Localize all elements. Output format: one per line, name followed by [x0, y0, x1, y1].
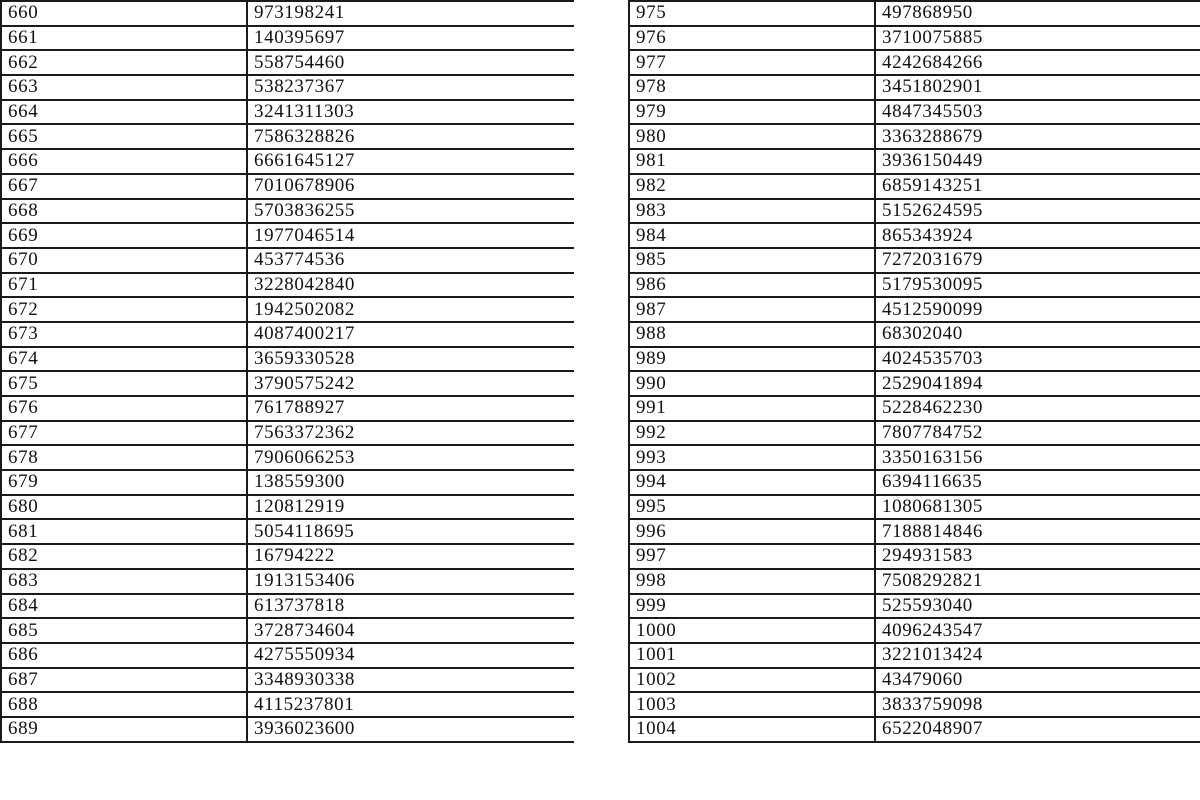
- row-index-cell: 664: [1, 100, 247, 125]
- table-row: [629, 248, 1200, 273]
- row-index-cell: 660: [1, 1, 247, 26]
- row-index-cell: 1004: [629, 717, 875, 742]
- table-row: [1, 248, 575, 273]
- row-value-cell: 973198241: [247, 1, 575, 26]
- table-row: [629, 75, 1200, 100]
- row-index-cell: 979: [629, 100, 875, 125]
- row-index-cell: 975: [629, 1, 875, 26]
- table-row: [1, 668, 575, 693]
- row-value-cell: 3350163156: [875, 445, 1200, 470]
- table-row: [1, 26, 575, 51]
- row-value-cell: 453774536: [247, 248, 575, 273]
- row-value-cell: 16794222: [247, 544, 575, 569]
- table-row: [629, 594, 1200, 619]
- row-index-cell: 686: [1, 643, 247, 668]
- row-index-cell: 678: [1, 445, 247, 470]
- table-row: [629, 1, 1200, 26]
- row-index-cell: 988: [629, 322, 875, 347]
- table-row: [1, 569, 575, 594]
- row-value-cell: 4087400217: [247, 322, 575, 347]
- row-value-cell: 6661645127: [247, 149, 575, 174]
- row-value-cell: 7807784752: [875, 421, 1200, 446]
- row-value-cell: 7563372362: [247, 421, 575, 446]
- row-index-cell: 687: [1, 668, 247, 693]
- row-value-cell: 6522048907: [875, 717, 1200, 742]
- row-value-cell: 68302040: [875, 322, 1200, 347]
- table-row: [629, 396, 1200, 421]
- row-index-cell: 987: [629, 297, 875, 322]
- row-index-cell: 672: [1, 297, 247, 322]
- row-value-cell: 865343924: [875, 223, 1200, 248]
- row-value-cell: 3659330528: [247, 347, 575, 372]
- row-index-cell: 990: [629, 371, 875, 396]
- row-value-cell: 6859143251: [875, 174, 1200, 199]
- row-value-cell: 7508292821: [875, 569, 1200, 594]
- row-index-cell: 681: [1, 519, 247, 544]
- row-index-cell: 677: [1, 421, 247, 446]
- row-value-cell: 538237367: [247, 75, 575, 100]
- row-value-cell: 525593040: [875, 594, 1200, 619]
- table-row: [1, 100, 575, 125]
- table-row: [1, 643, 575, 668]
- table-row: [629, 569, 1200, 594]
- row-index-cell: 680: [1, 495, 247, 520]
- right-table-body: [629, 1, 1200, 742]
- table-row: [1, 371, 575, 396]
- row-index-cell: 981: [629, 149, 875, 174]
- table-row: [1, 223, 575, 248]
- table-row: [1, 495, 575, 520]
- row-index-cell: 1001: [629, 643, 875, 668]
- row-index-cell: 675: [1, 371, 247, 396]
- row-value-cell: 7906066253: [247, 445, 575, 470]
- row-index-cell: 983: [629, 199, 875, 224]
- row-value-cell: 3710075885: [875, 26, 1200, 51]
- table-row: [629, 717, 1200, 742]
- table-row: [1, 544, 575, 569]
- table-row: [1, 421, 575, 446]
- row-index-cell: 666: [1, 149, 247, 174]
- row-value-cell: 4847345503: [875, 100, 1200, 125]
- table-row: [1, 470, 575, 495]
- table-row: [1, 75, 575, 100]
- row-value-cell: 1080681305: [875, 495, 1200, 520]
- table-row: [629, 223, 1200, 248]
- row-index-cell: 671: [1, 273, 247, 298]
- table-row: [1, 396, 575, 421]
- row-index-cell: 679: [1, 470, 247, 495]
- row-index-cell: 976: [629, 26, 875, 51]
- row-value-cell: 4275550934: [247, 643, 575, 668]
- table-row: [1, 618, 575, 643]
- row-index-cell: 661: [1, 26, 247, 51]
- table-row: [1, 50, 575, 75]
- row-value-cell: 558754460: [247, 50, 575, 75]
- row-value-cell: 3936023600: [247, 717, 575, 742]
- table-row: [629, 100, 1200, 125]
- row-value-cell: 1913153406: [247, 569, 575, 594]
- row-value-cell: 5703836255: [247, 199, 575, 224]
- table-row: [1, 445, 575, 470]
- table-row: [629, 347, 1200, 372]
- table-row: [629, 643, 1200, 668]
- row-value-cell: 7010678906: [247, 174, 575, 199]
- row-value-cell: 5179530095: [875, 273, 1200, 298]
- table-row: [1, 322, 575, 347]
- row-value-cell: 761788927: [247, 396, 575, 421]
- row-index-cell: 992: [629, 421, 875, 446]
- row-index-cell: 682: [1, 544, 247, 569]
- row-value-cell: 4512590099: [875, 297, 1200, 322]
- row-index-cell: 984: [629, 223, 875, 248]
- row-index-cell: 989: [629, 347, 875, 372]
- table-row: [629, 544, 1200, 569]
- row-value-cell: 3790575242: [247, 371, 575, 396]
- row-value-cell: 3451802901: [875, 75, 1200, 100]
- table-row: [1, 124, 575, 149]
- table-row: [1, 347, 575, 372]
- table-row: [629, 668, 1200, 693]
- table-row: [629, 149, 1200, 174]
- row-index-cell: 993: [629, 445, 875, 470]
- row-index-cell: 688: [1, 692, 247, 717]
- table-row: [629, 445, 1200, 470]
- row-value-cell: 140395697: [247, 26, 575, 51]
- table-row: [1, 297, 575, 322]
- table-row: [1, 149, 575, 174]
- left-table-body: [1, 1, 575, 742]
- row-value-cell: 1942502082: [247, 297, 575, 322]
- table-row: [629, 50, 1200, 75]
- row-value-cell: 120812919: [247, 495, 575, 520]
- row-index-cell: 667: [1, 174, 247, 199]
- row-value-cell: 138559300: [247, 470, 575, 495]
- row-index-cell: 689: [1, 717, 247, 742]
- row-value-cell: 5054118695: [247, 519, 575, 544]
- table-row: [1, 273, 575, 298]
- row-index-cell: 985: [629, 248, 875, 273]
- row-index-cell: 669: [1, 223, 247, 248]
- row-index-cell: 997: [629, 544, 875, 569]
- row-value-cell: 4096243547: [875, 618, 1200, 643]
- right-number-table: [628, 0, 1200, 743]
- table-row: [629, 618, 1200, 643]
- row-value-cell: 7272031679: [875, 248, 1200, 273]
- row-index-cell: 670: [1, 248, 247, 273]
- table-row: [1, 594, 575, 619]
- table-row: [629, 322, 1200, 347]
- row-value-cell: 3228042840: [247, 273, 575, 298]
- column-gap: [574, 0, 628, 800]
- row-value-cell: 5228462230: [875, 396, 1200, 421]
- row-value-cell: 3221013424: [875, 643, 1200, 668]
- row-index-cell: 1003: [629, 692, 875, 717]
- row-index-cell: 996: [629, 519, 875, 544]
- left-number-table: [0, 0, 576, 743]
- row-value-cell: 4242684266: [875, 50, 1200, 75]
- table-row: [629, 495, 1200, 520]
- row-index-cell: 986: [629, 273, 875, 298]
- row-value-cell: 1977046514: [247, 223, 575, 248]
- row-index-cell: 1000: [629, 618, 875, 643]
- table-row: [629, 199, 1200, 224]
- table-row: [629, 470, 1200, 495]
- row-index-cell: 995: [629, 495, 875, 520]
- row-index-cell: 668: [1, 199, 247, 224]
- row-value-cell: 7586328826: [247, 124, 575, 149]
- row-value-cell: 3348930338: [247, 668, 575, 693]
- table-row: [1, 692, 575, 717]
- row-value-cell: 7188814846: [875, 519, 1200, 544]
- table-row: [1, 199, 575, 224]
- table-row: [629, 297, 1200, 322]
- row-value-cell: 5152624595: [875, 199, 1200, 224]
- row-index-cell: 998: [629, 569, 875, 594]
- row-value-cell: 3833759098: [875, 692, 1200, 717]
- row-index-cell: 999: [629, 594, 875, 619]
- table-row: [1, 174, 575, 199]
- row-value-cell: 3728734604: [247, 618, 575, 643]
- row-index-cell: 685: [1, 618, 247, 643]
- table-row: [1, 717, 575, 742]
- row-value-cell: 4024535703: [875, 347, 1200, 372]
- row-index-cell: 684: [1, 594, 247, 619]
- row-value-cell: 294931583: [875, 544, 1200, 569]
- row-value-cell: 613737818: [247, 594, 575, 619]
- row-index-cell: 676: [1, 396, 247, 421]
- row-index-cell: 683: [1, 569, 247, 594]
- row-value-cell: 3936150449: [875, 149, 1200, 174]
- row-value-cell: 43479060: [875, 668, 1200, 693]
- row-index-cell: 674: [1, 347, 247, 372]
- table-row: [629, 124, 1200, 149]
- row-value-cell: 2529041894: [875, 371, 1200, 396]
- row-index-cell: 673: [1, 322, 247, 347]
- row-value-cell: 497868950: [875, 1, 1200, 26]
- table-row: [629, 421, 1200, 446]
- row-index-cell: 1002: [629, 668, 875, 693]
- table-row: [629, 174, 1200, 199]
- row-index-cell: 977: [629, 50, 875, 75]
- row-value-cell: 4115237801: [247, 692, 575, 717]
- table-row: [629, 273, 1200, 298]
- row-value-cell: 6394116635: [875, 470, 1200, 495]
- table-row: [1, 519, 575, 544]
- row-index-cell: 663: [1, 75, 247, 100]
- row-index-cell: 662: [1, 50, 247, 75]
- table-row: [629, 371, 1200, 396]
- row-value-cell: 3363288679: [875, 124, 1200, 149]
- row-value-cell: 3241311303: [247, 100, 575, 125]
- table-row: [1, 1, 575, 26]
- row-index-cell: 978: [629, 75, 875, 100]
- row-index-cell: 994: [629, 470, 875, 495]
- row-index-cell: 980: [629, 124, 875, 149]
- row-index-cell: 982: [629, 174, 875, 199]
- table-row: [629, 519, 1200, 544]
- row-index-cell: 665: [1, 124, 247, 149]
- table-row: [629, 692, 1200, 717]
- row-index-cell: 991: [629, 396, 875, 421]
- table-row: [629, 26, 1200, 51]
